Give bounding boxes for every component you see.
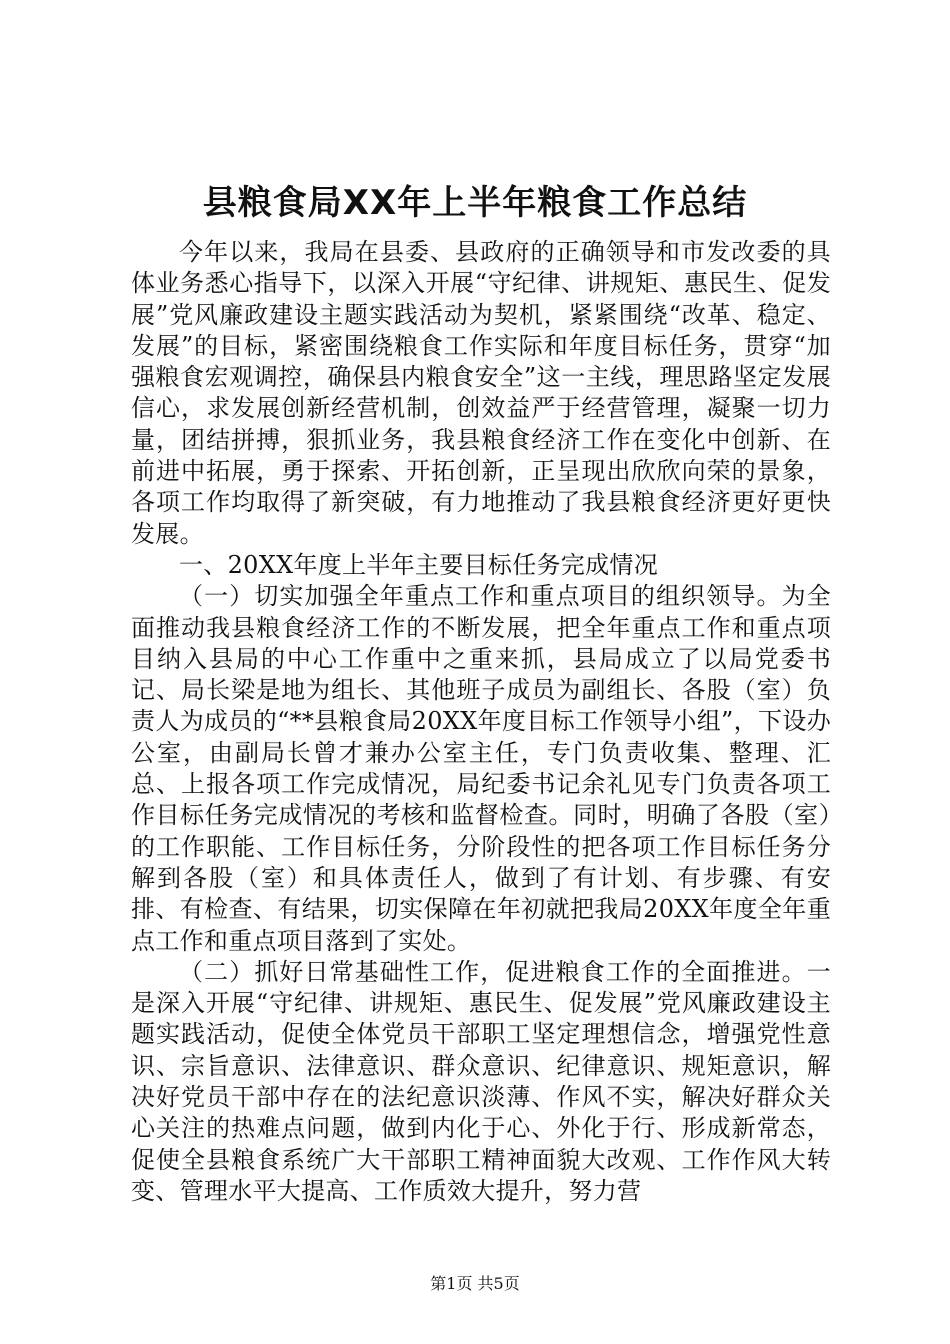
paragraph-intro: 今年以来，我局在县委、县政府的正确领导和市发改委的具体业务悉心指导下，以深入开展“守纪律、讲规矩、惠民生、促发展”党风廉政建设主题实践活动为契机，紧紧围绕“改革、稳定、发展”的目标，紧密围绕粮食工作实际和年度目标任务，贯穿“加强粮食宏观调控，确保县内粮食安全”这一主线，理思路坚定发展信心，求发展创新经营机制，创效益严于经营管理，凝聚一切力量，团结拼搏，狠抓业务，我县粮食经济工作在变化中创新、在前进中拓展，勇于探索、开拓创新，正呈现出欣欣向荣的景象，各项工作均取得了新突破，有力地推动了我县粮食经济更好更快发展。 bbox=[131, 238, 831, 548]
paragraph-item-1: （一）切实加强全年重点工作和重点项目的组织领导。为全面推动我县粮食经济工作的不断发展，把全年重点工作和重点项目纳入县局的中心工作重中之重来抓，县局成立了以局党委书记、局长梁是地为组长、其他班子成员为副组长、各股（室）负责人为成员的“**县粮食局20XX年度目标工作领导小组”，下设办公室，由副局长曾才兼办公室主任，专门负责收集、整理、汇总、上报各项工作完成情况，局纪委书记余礼见专门负责各项工作目标任务完成情况的考核和监督检查。同时，明确了各股（室）的工作职能、工作目标任务，分阶段性的把各项工作目标任务分解到各股（室）和具体责任人，做到了有计划、有步骤、有安排、有检查、有结果，切实保障在年初就把我局20XX年度全年重点工作和重点项目落到了实处。 bbox=[131, 582, 831, 955]
document-body bbox=[131, 237, 831, 1207]
document-title: 县粮食局XX年上半年粮食工作总结 bbox=[202, 183, 748, 223]
paragraph-item-2: （二）抓好日常基础性工作，促进粮食工作的全面推进。一是深入开展“守纪律、讲规矩、惠民生、促发展”党风廉政建设主题实践活动，促使全体党员干部职工坚定理想信念，增强党性意识、宗旨意识、法律意识、群众意识、纪律意识、规矩意识，解决好党员干部中存在的法纪意识淡薄、作风不实，解决好群众关心关注的热难点问题，做到内化于心、外化于行、形成新常态，促使全县粮食系统广大干部职工精神面貌大改观、工作作风大转变、管理水平大提高、工作质效大提升，努力营 bbox=[131, 957, 831, 1205]
page-footer: 第1页 共5页 bbox=[430, 1274, 520, 1293]
section-heading: 一、20XX年度上半年主要目标任务完成情况 bbox=[179, 550, 659, 579]
